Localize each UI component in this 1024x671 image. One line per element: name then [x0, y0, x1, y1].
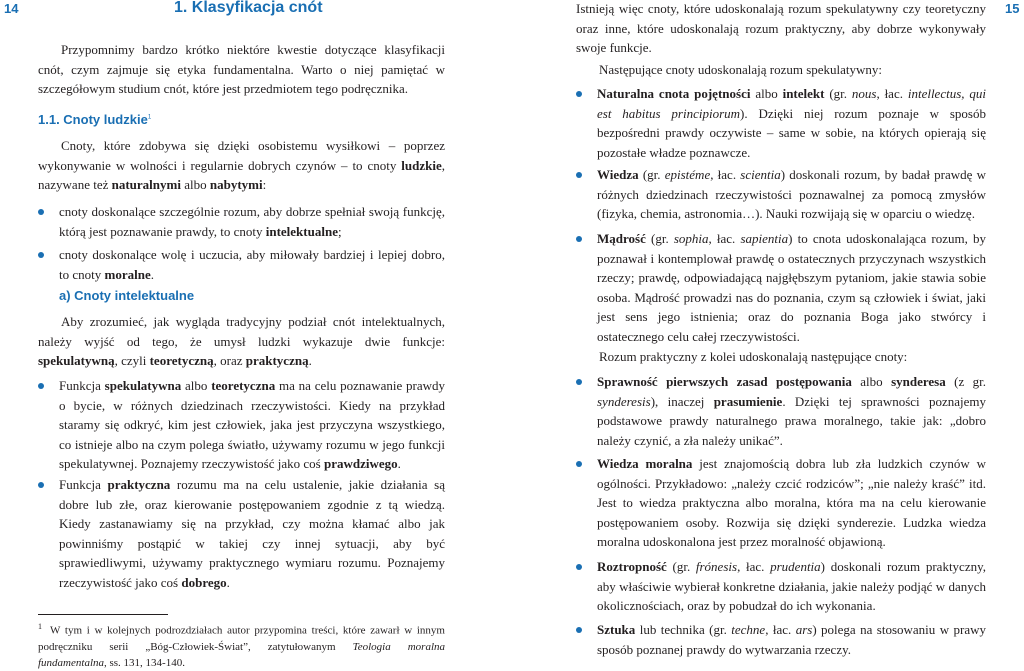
bullet-icon	[576, 379, 582, 385]
bold-term: Wiedza moralna	[597, 456, 693, 471]
text-run: ) to cnota udoskonalająca rozum, by poznawał i kontemplował prawdę o ostatecznych przyczynach wszystkich rzeczy; prawdę, odpowiadającą najgłębszym pytaniom, jakie stawia sobie osoba. Mądrość prowadzi nas do poznania, czym są człowiek i świat, jaki jest sens jego istnienia; oraz do poznania Boga jako stwórcy i ostatecznego celu całej rzeczywistości.	[597, 231, 986, 344]
bullet-icon	[576, 91, 582, 97]
bold-term: Sprawność pierwszych zasad postępowania	[597, 374, 852, 389]
text-run: jest znajomością dobra lub zła ludzkich czynów w ogólności. Przykładowo: „należy czcić rodziców”; „nie należy kraść” itd. Jest to wiedza praktyczna albo moralna, która ma na celu kierowanie postępowaniem osoby. Rozwija się dzięki synderezie. Ludzka wiedza moralna udoskonalona jest przez moralność objawioną.	[597, 456, 986, 549]
page-number: 15	[1005, 1, 1020, 16]
bold-term: ludzkie	[401, 157, 442, 173]
text-run: Funkcja	[59, 378, 105, 393]
bullet-item	[597, 84, 986, 162]
italic-term: prudentia	[770, 559, 821, 574]
italic-term: sapientia	[740, 231, 789, 246]
text-run: ;	[337, 223, 342, 239]
bold-term: praktyczna	[107, 477, 171, 492]
text-run: cnoty doskonalące szczególnie rozum, aby dobrze spełniał swoją funkcję, którą jest poznawanie prawdy, to cnoty	[59, 204, 445, 239]
text-run: lub technika (gr.	[635, 622, 732, 637]
text-run: W tym i w kolejnych podrozdziałach autor przypomina treści, które zawarł w innym podręczniku serii „Bóg-Człowiek-Świat”, zatytułowanym	[38, 624, 445, 653]
text-run: (gr.	[824, 86, 852, 101]
bullet-item	[597, 372, 986, 450]
text-run: ma na celu poznawanie prawdy o bycie, w różnych dziedzinach rzeczywistości. Kiedy na przykład staramy się odkryć, kim jest człowiek, jaka jest przyczyna wszystkiego, co istnieje albo na czym polega światło, używamy rozumu w jego funkcji spekulatywnej. Poznajemy rzeczywistość jako coś	[59, 378, 445, 471]
paragraph	[38, 136, 445, 195]
bullet-item	[597, 229, 986, 346]
bold-term: synderesa	[891, 374, 946, 389]
bold-term: intelektualne	[265, 223, 338, 239]
text-run: albo	[181, 378, 212, 393]
text-run: , nazywane też	[38, 157, 445, 192]
text-run: :	[262, 177, 267, 192]
bold-term: prawdziwego	[323, 456, 398, 471]
bold-term: spekulatywną	[38, 353, 115, 368]
bold-term: nabytymi	[209, 177, 263, 192]
text-run: Aby zrozumieć, jak wygląda tradycyjny podział cnót intelektualnych, należy wyjść od tego, że umysł ludzki wykazuje dwie funkcje:	[38, 314, 445, 349]
footnote-divider	[38, 614, 168, 615]
text-run: , łac.	[708, 231, 741, 246]
bullet-icon	[576, 236, 582, 242]
bold-term: spekulatywna	[104, 378, 182, 393]
text-run: .	[308, 353, 312, 368]
italic-term: synderesis	[597, 393, 651, 409]
bullet-icon	[38, 209, 44, 215]
text-run: . Dzięki tej sprawności poznajemy podstawowe prawdy naturalnego prawa moralnego, takie jak: „dobro należy czynić, a zła należy unikać”.	[597, 393, 986, 448]
bullet-item	[597, 165, 986, 224]
bold-term: Naturalna cnota pojętności	[597, 86, 751, 101]
text-run: (gr.	[638, 167, 665, 182]
bullet-item	[59, 202, 445, 241]
text-run: ) polega na stosowaniu w prawy sposób poznanej prawdy do wytwarzania rzeczy.	[597, 622, 986, 657]
bold-term: prasumienie	[713, 393, 783, 409]
text-run: (gr.	[645, 231, 674, 246]
intro-paragraph: Przypomnimy bardzo krótko niektóre kwestie dotyczące klasyfikacji cnót, czym zajmuje się etyka fundamentalna. Warto o niej pamiętać w szczegółowym studium cnót, które jest przedmiotem tego podręcznika.	[38, 42, 445, 96]
text-run: ), inaczej	[650, 393, 714, 409]
paragraph: Następujące cnoty udoskonalają rozum spekulatywny:	[599, 62, 883, 77]
italic-term: scientia	[740, 167, 781, 182]
text-run: .	[397, 456, 401, 471]
bold-term: Mądrość	[597, 231, 646, 246]
bullet-item	[59, 376, 445, 474]
italic-term: techne	[731, 622, 766, 637]
footnote-text	[38, 625, 445, 669]
text-run: ). Dzięki niej rozum poznaje w sposób bezpośredni prawdy oczywiste – same w sobie, na których opierają się pozostałe władze poznawcze.	[597, 105, 986, 160]
paragraph: Istnieją więc cnoty, które udoskonalają rozum spekulatywny czy teoretyczny oraz inne, które udoskonalają rozum praktyczny, aby dobrze wykonywały swoje funkcje.	[576, 1, 986, 55]
bold-term: moralne	[104, 266, 151, 282]
bold-term: naturalnymi	[111, 177, 181, 192]
bullet-item	[597, 620, 986, 659]
text-run: albo	[750, 86, 783, 101]
bullet-icon	[38, 383, 44, 389]
text-run: , ss. 131, 134-140.	[104, 656, 185, 669]
bold-term: intelekt	[782, 86, 825, 101]
paragraph	[38, 312, 445, 371]
text-run: ) doskonali rozum praktyczny, aby właściwie wybierał konkretne działania, jakie należy podjąć w danych okolicznościach, oraz by pobudzał do ich wykonania.	[597, 559, 986, 613]
subsection-title: a) Cnoty intelektualne	[59, 288, 195, 303]
bold-term: dobrego	[181, 574, 227, 590]
text-run: rozumu ma na celu ustalenie, jakie działania są dobre lub złe, oraz kierowanie postępowaniem zgodnie z tą wiedzą. Kiedy zastanawiamy się na przykład, czy można kłamać albo jak powinniśmy postąpić w takiej czy innej sytuacji, aby być sprawiedliwymi, używamy praktycznego wymiaru rozumu. Poznajemy rzeczywistość jako coś	[59, 477, 445, 590]
text-run: (z gr.	[945, 374, 986, 389]
text-run: Cnoty, które zdobywa się dzięki osobistemu wysiłkowi – poprzez wykonywanie w wolności i regularnie dobrych czynów – to cnoty	[38, 138, 445, 173]
bullet-icon	[576, 564, 582, 570]
italic-term: nous	[851, 86, 877, 101]
italic-term: sophia	[673, 231, 709, 246]
left-page	[0, 0, 512, 669]
text-run: , łac.	[765, 622, 796, 637]
italic-term: epistéme	[664, 167, 711, 182]
text-run: albo	[180, 177, 210, 192]
page-number: 14	[4, 1, 19, 16]
right-page	[512, 0, 1024, 661]
bullet-item	[597, 557, 986, 616]
bold-term: teoretyczna	[211, 378, 276, 393]
italic-term: ars	[795, 622, 813, 637]
italic-term: Teologia moralna fundamentalna	[38, 640, 445, 669]
footnote-ref: 1	[147, 114, 152, 121]
bold-term: teoretyczną	[149, 353, 214, 368]
bullet-icon	[38, 482, 44, 488]
text-run: .	[226, 574, 230, 590]
bold-term: Wiedza	[597, 167, 639, 182]
text-run: .	[150, 266, 154, 282]
text-run: , łac.	[876, 86, 908, 101]
bullet-item	[59, 245, 445, 284]
text-run: cnoty doskonalące wolę i uczucia, aby miłowały bardziej i lepiej dobro, to cnoty	[59, 247, 445, 282]
bullet-icon	[576, 461, 582, 467]
footnote	[38, 619, 445, 671]
italic-term: intellectus, qui est habitus principiorum	[597, 86, 986, 121]
text-run: , oraz	[213, 353, 246, 368]
bold-term: Sztuka	[597, 622, 636, 637]
text-run: (gr.	[666, 559, 696, 574]
footnote-mark: 1	[38, 622, 42, 631]
chapter-title: 1. Klasyfikacja cnót	[174, 0, 323, 16]
bullet-item	[59, 475, 445, 592]
paragraph: Rozum praktyczny z kolei udoskonalają następujące cnoty:	[599, 349, 908, 364]
bullet-item	[597, 454, 986, 552]
bold-term: praktyczną	[245, 353, 309, 368]
text-run: albo	[851, 374, 892, 389]
bullet-icon	[38, 252, 44, 258]
text-run: , łac.	[737, 559, 771, 574]
text-run: ) doskonali rozum, by badał prawdę w różnych dziedzinach rzeczywistości poznawalnej za pomocą zmysłów (fizyka, chemia, astronomia…). Nauki rozwijają się w oparciu o wiedzę.	[597, 167, 986, 221]
section-heading	[38, 112, 151, 127]
bullet-icon	[576, 627, 582, 633]
text-run: Funkcja	[59, 477, 108, 492]
text-run: , czyli	[114, 353, 150, 368]
bold-term: Roztropność	[597, 559, 667, 574]
text-run: , łac.	[710, 167, 741, 182]
italic-term: frónesis	[695, 559, 738, 574]
bullet-icon	[576, 172, 582, 178]
section-title: 1.1. Cnoty ludzkie	[38, 112, 148, 127]
